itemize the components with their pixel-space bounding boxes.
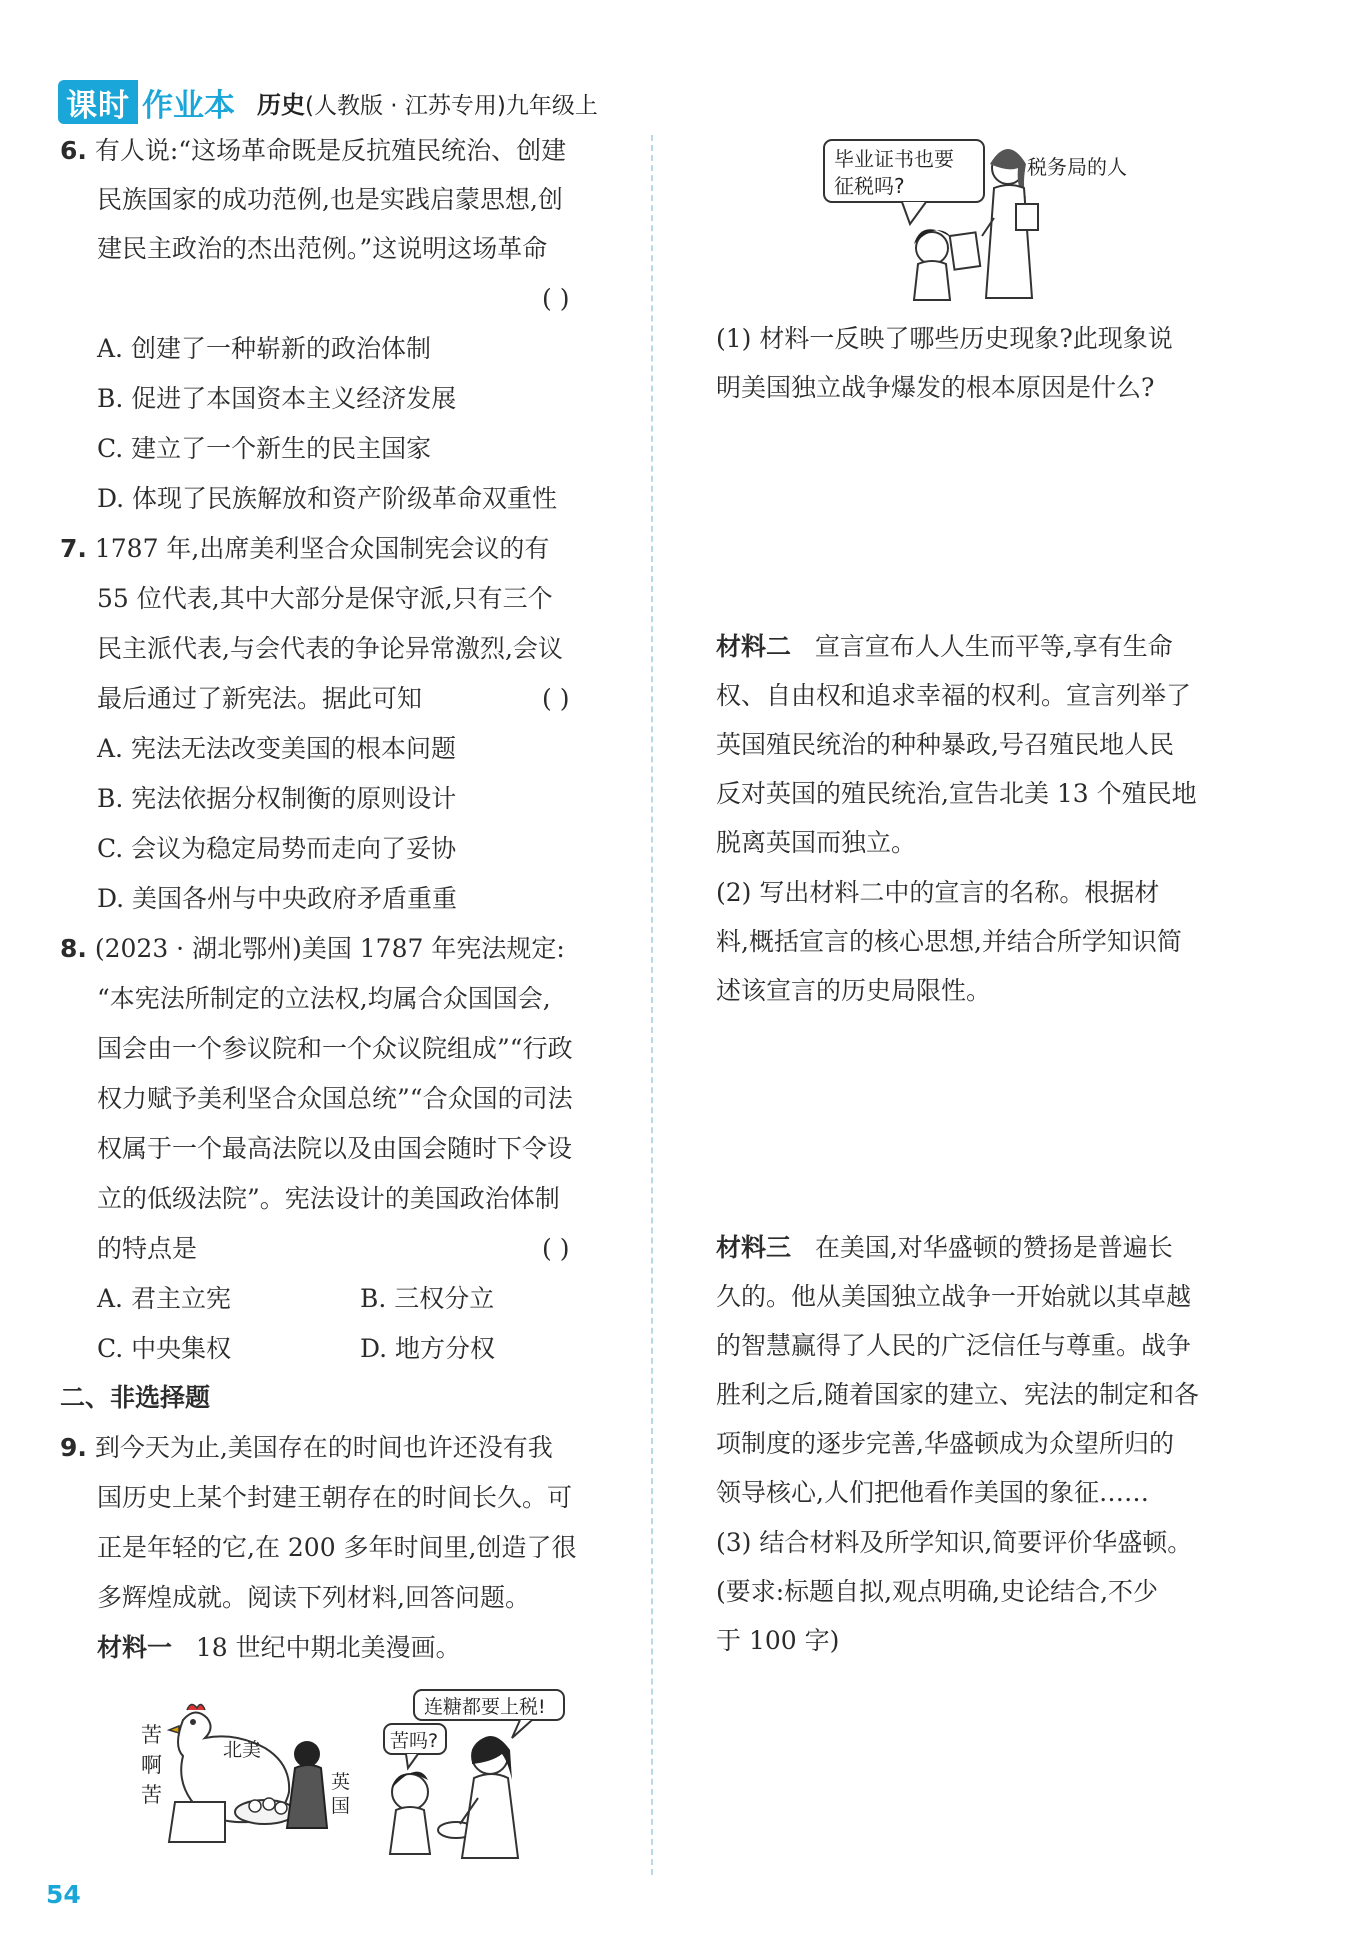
q8-line-7: 的特点是 (97, 1234, 198, 1263)
series-logo-text: 作业本 (142, 87, 235, 124)
q8-text-1: (2023 · 湖北鄂州)美国 1787 年宪法规定: (94, 934, 565, 963)
child-body-icon (390, 1807, 430, 1854)
cartoon-diploma-tax-illustration (822, 138, 1152, 303)
speech-bubble-diploma-line-1: 毕业证书也要 (834, 147, 954, 171)
cartoon-hen-illustration (135, 1690, 360, 1865)
q7-line-3: 民主派代表,与会代表的争论异常激烈,会议 (97, 634, 563, 663)
q7-number: 7. (60, 534, 87, 563)
q7-option-d[interactable]: D. 美国各州与中央政府矛盾重重 (97, 884, 458, 913)
material3-line-2: 久的。他从美国独立战争一开始就以其卓越 (716, 1282, 1192, 1311)
q6-answer-paren[interactable]: ( ) (542, 284, 570, 313)
q7-line-2: 55 位代表,其中大部分是保守派,只有三个 (97, 584, 553, 613)
speech-bubble-small-text: 苦吗? (390, 1730, 439, 1752)
q7-option-b[interactable]: B. 宪法依据分权制衡的原则设计 (97, 784, 457, 813)
q9-sub3-line-3: 于 100 字) (716, 1626, 840, 1655)
material3-line-1 (716, 1233, 1173, 1263)
q6-option-a[interactable]: A. 创建了一种崭新的政治体制 (97, 334, 431, 363)
material1-label: 材料一 (97, 1633, 173, 1662)
q7-line-4: 最后通过了新宪法。据此可知 (97, 684, 423, 713)
material3-line-4: 胜利之后,随着国家的建立、宪法的制定和各 (716, 1380, 1199, 1409)
material1-caption (97, 1633, 461, 1663)
q6-line-1 (60, 136, 566, 166)
hen-eye-icon (190, 1719, 196, 1725)
woman-body-icon (462, 1774, 518, 1858)
egg-icon (275, 1802, 287, 1814)
hen-beak-icon (169, 1726, 179, 1733)
q9-line-3: 正是年轻的它,在 200 多年时间里,创造了很 (97, 1533, 577, 1562)
column-divider (651, 135, 653, 1875)
officer-ledger-icon (1016, 204, 1038, 230)
collector-body-icon (287, 1765, 327, 1828)
speech-bubble-tail-icon (512, 1720, 532, 1738)
material2-text-1: 宣言宣布人人生而平等,享有生命 (814, 632, 1173, 661)
subject-name: 历史 (257, 90, 305, 119)
material3-label: 材料三 (716, 1233, 792, 1262)
material2-line-5: 脱离英国而独立。 (716, 828, 917, 857)
material3-line-3: 的智慧赢得了人民的广泛信任与尊重。战争 (716, 1331, 1192, 1360)
q9-number: 9. (60, 1433, 87, 1462)
egg-icon (263, 1798, 275, 1810)
speech-bubble-small-tail-icon (406, 1754, 418, 1768)
q8-option-b[interactable]: B. 三权分立 (360, 1284, 495, 1313)
officer-body-icon (986, 185, 1032, 298)
tax-officer-label: 税务局的人 (1027, 155, 1127, 179)
collector-label-uk-2: 国 (331, 1795, 351, 1817)
page-number: 54 (46, 1880, 81, 1909)
material2-line-3: 英国殖民统治的种种暴政,号召殖民地人民 (716, 730, 1174, 759)
material3-text-1: 在美国,对华盛顿的赞扬是普遍长 (814, 1233, 1173, 1262)
q6-option-c[interactable]: C. 建立了一个新生的民主国家 (97, 434, 432, 463)
egg-icon (249, 1800, 261, 1812)
cartoon1-side-text-1: 苦 (141, 1723, 162, 1747)
series-logo: 课时 (58, 80, 138, 124)
q6-option-d[interactable]: D. 体现了民族解放和资产阶级革命双重性 (97, 484, 558, 513)
subject-detail: (人教版 · 江苏专用)九年级上 (305, 92, 598, 119)
q8-line-4: 权力赋予美利坚合众国总统”“合众国的司法 (97, 1084, 573, 1113)
material2-line-4: 反对英国的殖民统治,宣告北美 13 个殖民地 (716, 779, 1197, 808)
q9-line-4: 多辉煌成就。阅读下列材料,回答问题。 (97, 1583, 530, 1612)
q8-option-a[interactable]: A. 君主立宪 (97, 1284, 231, 1313)
material2-label: 材料二 (716, 632, 792, 661)
speech-bubble-big-text: 连糖都要上税! (424, 1696, 546, 1718)
q7-option-a[interactable]: A. 宪法无法改变美国的根本问题 (97, 734, 456, 763)
speech-bubble-diploma-line-2: 征税吗? (834, 174, 905, 198)
cartoon1-side-text-2: 啊 (141, 1753, 162, 1777)
q9-sub3-line-1: (3) 结合材料及所学知识,简要评价华盛顿。 (716, 1528, 1193, 1557)
q7-text-1: 1787 年,出席美利坚合众国制宪会议的有 (94, 534, 550, 563)
material3-line-5: 项制度的逐步完善,华盛顿成为众望所归的 (716, 1429, 1174, 1458)
subject-title (257, 85, 598, 120)
q9-sub1-line-1: (1) 材料一反映了哪些历史现象?此现象说 (716, 324, 1173, 353)
q8-line-3: 国会由一个参议院和一个众议院组成”“行政 (97, 1034, 573, 1063)
q6-option-b[interactable]: B. 促进了本国资本主义经济发展 (97, 384, 457, 413)
material2-line-1 (716, 632, 1173, 662)
q9-sub2-line-1: (2) 写出材料二中的宣言的名称。根据材 (716, 878, 1160, 907)
q8-number: 8. (60, 934, 87, 963)
cartoon1-side-text-3: 苦 (141, 1783, 162, 1807)
q8-line-1 (60, 934, 565, 964)
material3-line-6: 领导核心,人们把他看作美国的象征…… (716, 1478, 1149, 1507)
cartoon-sugar-tax-illustration (380, 1688, 615, 1868)
q9-sub3-line-2: (要求:标题自拟,观点明确,史论结合,不少 (716, 1577, 1159, 1606)
q8-line-5: 权属于一个最高法院以及由国会随时下令设 (97, 1134, 573, 1163)
q7-answer-paren[interactable]: ( ) (542, 684, 570, 713)
section-heading-non-choice: 二、非选择题 (60, 1383, 211, 1412)
collector-head-icon (294, 1741, 320, 1767)
q6-text-1: 有人说:“这场革命既是反抗殖民统治、创建 (94, 136, 567, 165)
q6-number: 6. (60, 136, 87, 165)
q9-sub2-line-2: 料,概括宣言的核心思想,并结合所学知识简 (716, 927, 1182, 956)
q7-option-c[interactable]: C. 会议为稳定局势而走向了妥协 (97, 834, 457, 863)
q9-sub1-line-2: 明美国独立战争爆发的根本原因是什么? (716, 373, 1155, 402)
speech-bubble-diploma-tail-icon (902, 202, 926, 224)
q7-line-1 (60, 534, 549, 564)
material2-line-2: 权、自由权和追求幸福的权利。宣言列举了 (716, 681, 1192, 710)
diploma-icon (950, 232, 980, 269)
q9-line-2: 国历史上某个封建王朝存在的时间长久。可 (97, 1483, 573, 1512)
collector-label-uk-1: 英 (331, 1771, 351, 1793)
nest-box-icon (169, 1802, 225, 1842)
q8-option-c[interactable]: C. 中央集权 (97, 1334, 232, 1363)
q8-answer-paren[interactable]: ( ) (542, 1234, 570, 1263)
hen-comb-icon (187, 1704, 205, 1710)
q8-line-6: 立的低级法院”。宪法设计的美国政治体制 (97, 1184, 560, 1213)
q6-line-3: 建民主政治的杰出范例。”这说明这场革命 (97, 234, 548, 263)
q6-line-2: 民族国家的成功范例,也是实践启蒙思想,创 (97, 185, 563, 214)
q9-sub2-line-3: 述该宣言的历史局限性。 (716, 976, 992, 1005)
q8-option-d[interactable]: D. 地方分权 (360, 1334, 496, 1363)
student-body-icon (914, 261, 950, 300)
q8-line-2: “本宪法所制定的立法权,均属合众国国会, (97, 984, 551, 1013)
material1-text: 18 世纪中期北美漫画。 (195, 1633, 461, 1662)
q9-line-1 (60, 1433, 553, 1463)
q9-text-1: 到今天为止,美国存在的时间也许还没有我 (94, 1433, 553, 1462)
page-header (58, 78, 598, 126)
hen-label-north-america: 北美 (223, 1739, 262, 1761)
